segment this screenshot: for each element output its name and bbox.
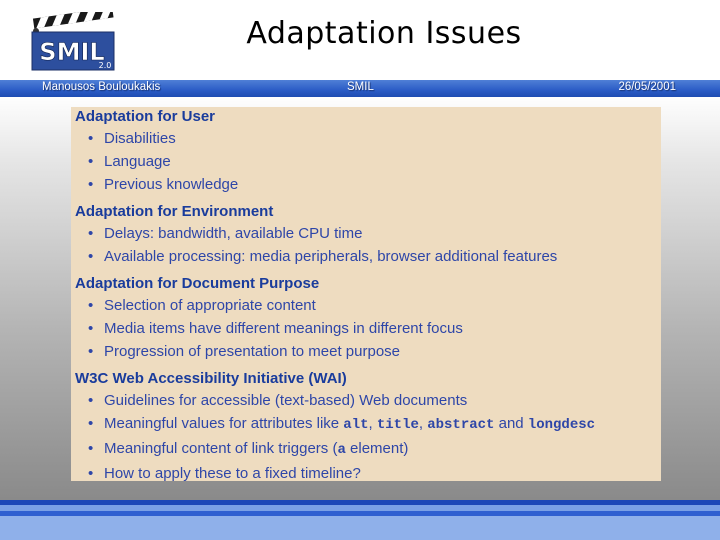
content-panel — [71, 107, 661, 481]
list-item: • Progression of presentation to meet purpose — [87, 340, 661, 363]
section-title: W3C Web Accessibility Initiative (WAI) — [75, 370, 347, 387]
list-item: • Delays: bandwidth, available CPU time — [87, 222, 661, 245]
logo-version: 2.0 — [98, 61, 112, 70]
list-item: • Guidelines for accessible (text-based) Web documents — [87, 389, 661, 412]
logo-text: SMIL — [39, 38, 105, 66]
footer-bar — [0, 500, 720, 540]
header-date: 26/05/2001 — [618, 81, 676, 93]
header-bar — [0, 80, 720, 97]
item-text: element) — [345, 440, 409, 457]
item-text: Meaningful content of link triggers ( — [104, 440, 338, 457]
code-abstract: abstract — [427, 417, 495, 433]
code-a: a — [337, 442, 346, 458]
code-longdesc: longdesc — [527, 417, 596, 433]
separator: , — [368, 415, 377, 432]
list-item: • Language — [87, 150, 661, 173]
separator: and — [494, 415, 528, 432]
code-alt: alt — [343, 417, 369, 433]
list-item: • Available processing: media peripherals, browser additional features — [87, 245, 661, 268]
bullet-list — [75, 294, 661, 363]
separator: , — [418, 415, 428, 432]
list-item — [87, 412, 661, 437]
section-environment — [71, 201, 661, 268]
bullet-list — [75, 222, 661, 268]
list-item: • Media items have different meanings in different focus — [87, 317, 661, 340]
list-item: • Selection of appropriate content — [87, 294, 661, 317]
section-title: Adaptation for Document Purpose — [75, 275, 320, 292]
list-item: • Disabilities — [87, 127, 661, 150]
header-author: Manousos Bouloukakis — [42, 81, 161, 93]
section-title: Adaptation for User — [75, 108, 216, 125]
section-user — [71, 106, 661, 196]
code-title: title — [376, 417, 419, 433]
section-wai — [71, 368, 661, 485]
header-topic: SMIL — [347, 81, 374, 93]
list-item — [87, 437, 661, 462]
bullet-list — [75, 127, 661, 196]
slide-title: Adaptation Issues — [246, 16, 522, 51]
list-item: • How to apply these to a fixed timeline? — [87, 462, 661, 485]
section-title: Adaptation for Environment — [75, 203, 274, 220]
bullet-list — [75, 389, 661, 485]
item-text: Meaningful values for attributes like — [104, 415, 344, 432]
list-item: • Previous knowledge — [87, 173, 661, 196]
section-document-purpose — [71, 273, 661, 363]
